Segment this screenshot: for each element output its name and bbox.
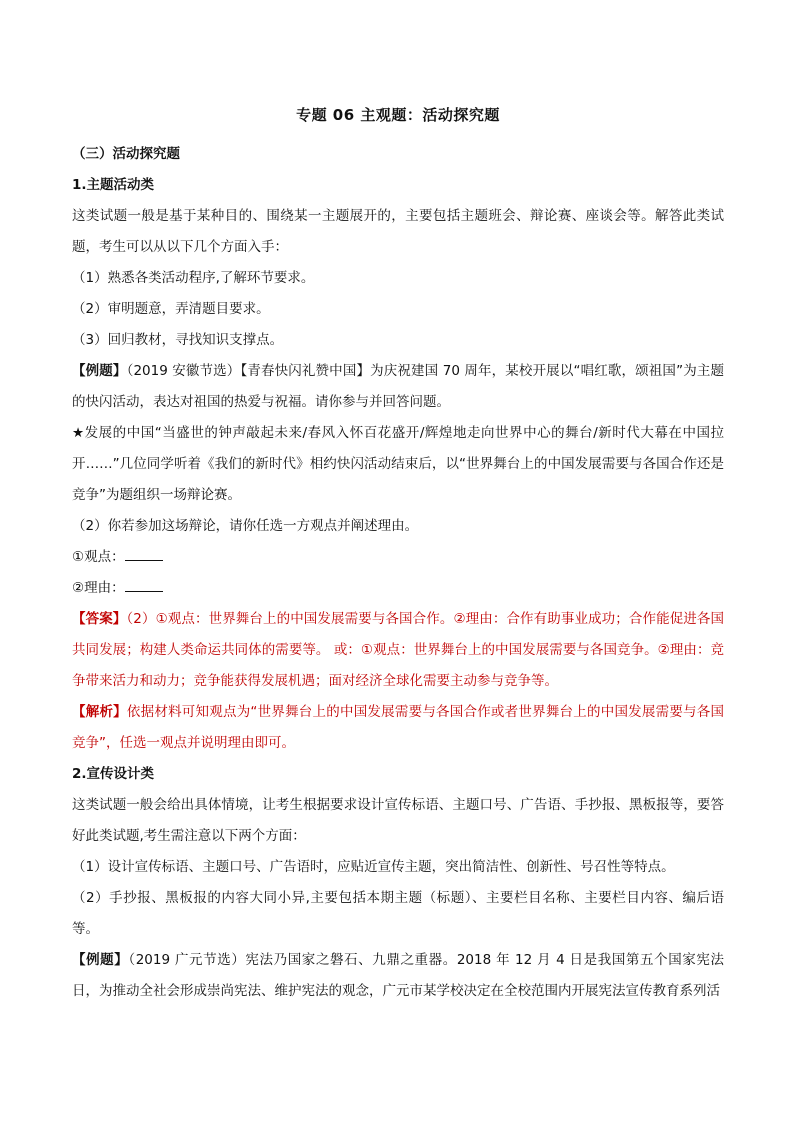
- document-page: [72, 104, 724, 1007]
- example-text: （2019 安徽节选）【青春快闪礼赞中国】为庆祝建国 70 周年，某校开展以“唱红歌，颂祖国”为主题的快闪活动，表达对祖国的热爱与祝福。请你参与并回答问题。: [72, 363, 724, 410]
- answer-text: （2）①观点：世界舞台上的中国发展需要与各国合作。②理由：合作有助事业成功；合作能促进各国共同发展；构建人类命运共同体的需要等。 或：①观点：世界舞台上的中国发展需要与各国竞争。②理由：竞争带来活力和动力；竞争能获得发展机遇；面对经济全球化需要主动参与竞争等。: [72, 611, 725, 689]
- reason-label: ②理由：: [72, 580, 125, 596]
- page-title: 专题 06 主观题：活动探究题: [296, 106, 500, 124]
- answer-paragraph: [72, 604, 724, 697]
- part1-item-2: （2）审明题意，弄清题目要求。: [72, 301, 270, 317]
- question-text: （2）你若参加这场辩论，请你任选一方观点并阐述理由。: [72, 518, 419, 534]
- reason-line: [72, 573, 724, 604]
- part2-example: [72, 945, 724, 1007]
- viewpoint-line: [72, 542, 724, 573]
- answer-label: 【答案】: [72, 611, 127, 627]
- part2-heading: 2.宣传设计类: [72, 766, 155, 782]
- viewpoint-blank: [125, 547, 163, 561]
- part1-item-1: （1）熟悉各类活动程序,了解环节要求。: [72, 270, 315, 286]
- analysis-paragraph: [72, 697, 724, 759]
- part2-intro: 这类试题一般会给出具体情境，让考生根据要求设计宣传标语、主题口号、广告语、手抄报、黑板报等，要答好此类试题,考生需注意以下两个方面：: [72, 797, 724, 844]
- reason-blank: [125, 578, 163, 592]
- part2-item-1: （1）设计宣传标语、主题口号、广告语时，应贴近宣传主题，突出简洁性、创新性、号召性等特点。: [72, 859, 675, 875]
- analysis-label: 【解析】: [72, 704, 127, 720]
- part1-item-3: （3）回归教材，寻找知识支撑点。: [72, 332, 284, 348]
- section-heading: （三）活动探究题: [72, 146, 180, 162]
- analysis-text: 依据材料可知观点为“世界舞台上的中国发展需要与各国合作或者世界舞台上的中国发展需要与各国竞争”，任选一观点并说明理由即可。: [72, 704, 725, 751]
- example-text-2: （2019 广元节选）宪法乃国家之磐石、九鼎之重器。2018 年 12 月 4 日是我国第五个国家宪法日，为推动全社会形成崇尚宪法、维护宪法的观念，广元市某学校决定在全校范围内开展宪法宣传教育系列活: [72, 952, 724, 999]
- star-paragraph: ★发展的中国“当盛世的钟声敲起未来/春风入怀百花盛开/辉煌地走向世界中心的舞台/新时代大幕在中国拉开……”几位同学听着《我们的新时代》相约快闪活动结束后，以“世界舞台上的中国发展需要与各国合作还是竞争”为题组织一场辩论赛。: [72, 425, 724, 503]
- example-label: 【例题】: [72, 363, 127, 379]
- viewpoint-label: ①观点：: [72, 549, 125, 565]
- example-label-2: 【例题】: [72, 952, 129, 968]
- part2-item-2: （2）手抄报、黑板报的内容大同小异,主要包括本期主题（标题）、主要栏目名称、主要栏目内容、编后语等。: [72, 890, 724, 937]
- part1-example: [72, 356, 724, 418]
- part1-intro: 这类试题一般是基于某种目的、围绕某一主题展开的，主要包括主题班会、辩论赛、座谈会等。解答此类试题，考生可以从以下几个方面入手：: [72, 208, 724, 255]
- part1-heading: 1.主题活动类: [72, 177, 155, 193]
